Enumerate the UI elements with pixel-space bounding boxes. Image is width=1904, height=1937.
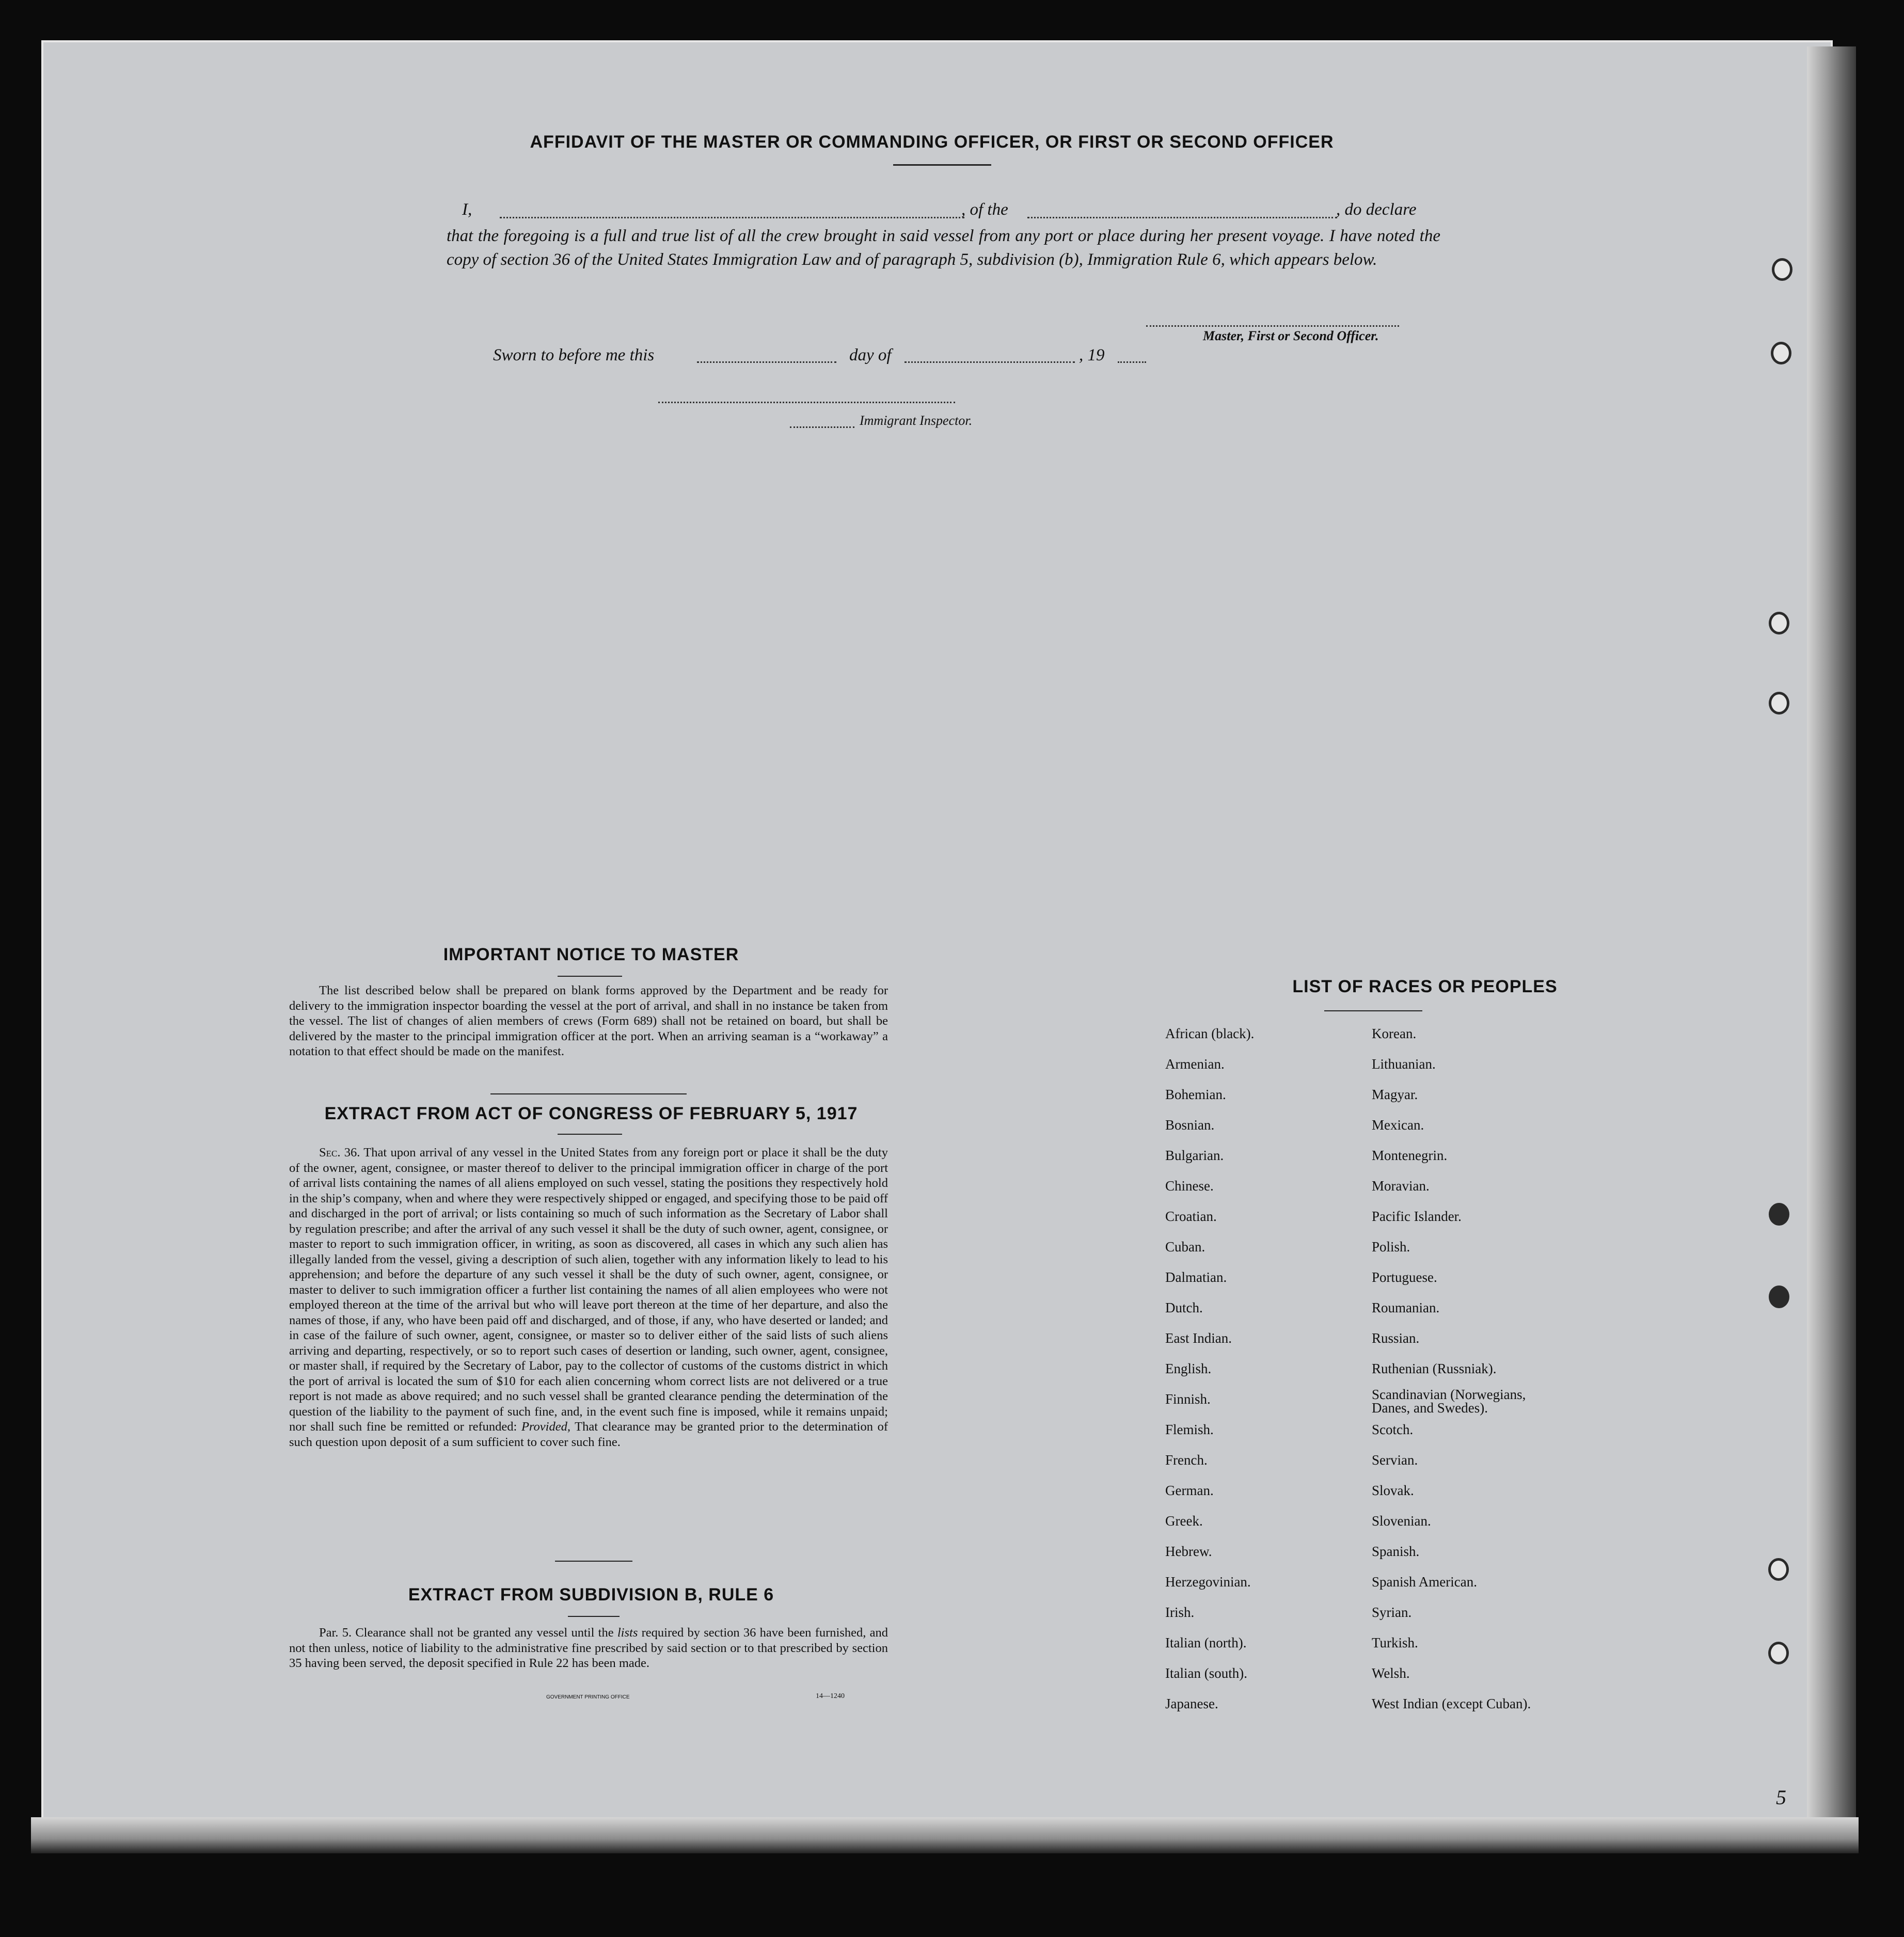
- race-item: Scotch.: [1372, 1422, 1414, 1437]
- affidavit-line-do-declare: , do declare: [1336, 200, 1417, 219]
- race-item: Japanese.: [1165, 1696, 1218, 1711]
- race-item: Lithuanian.: [1372, 1056, 1436, 1072]
- race-item: Magyar.: [1372, 1087, 1418, 1102]
- rule-underline: [568, 1616, 620, 1617]
- race-item: Syrian.: [1372, 1605, 1412, 1620]
- sworn-day-blank: [697, 361, 836, 363]
- races-heading: LIST OF RACES OR PEOPLES: [1292, 977, 1558, 996]
- race-item: Mexican.: [1372, 1117, 1424, 1133]
- race-item: Bulgarian.: [1165, 1148, 1224, 1163]
- divider: [555, 1561, 632, 1562]
- race-item: Servian.: [1372, 1452, 1418, 1468]
- affidavit-line-of-the: , of the: [961, 200, 1008, 219]
- act-text: [289, 1145, 888, 1450]
- affidavit-title: AFFIDAVIT OF THE MASTER OR COMMANDING OFFICER, OR FIRST OR SECOND OFFICER: [530, 132, 1334, 152]
- race-item: Spanish.: [1372, 1544, 1420, 1559]
- sworn-year-blank: [1118, 361, 1146, 363]
- race-item: Polish.: [1372, 1239, 1410, 1255]
- act-sec-label: Sec. 36.: [319, 1146, 360, 1160]
- race-item: Montenegrin.: [1372, 1148, 1448, 1163]
- sworn-day-of: day of: [849, 346, 892, 364]
- race-item: Portuguese.: [1372, 1269, 1437, 1285]
- sworn-month-blank: [905, 361, 1075, 363]
- sworn-year: , 19: [1079, 346, 1105, 364]
- binder-hole: [1772, 258, 1792, 281]
- stacked-page-edge: [1807, 46, 1856, 1833]
- race-item: Croatian.: [1165, 1209, 1217, 1224]
- binder-hole: [1768, 1558, 1789, 1581]
- act-underline: [558, 1134, 622, 1135]
- act-body: That upon arrival of any vessel in the United States from any foreign port or place it shall be the duty of the owner, agent, consignee, or master thereof to deliver to the principal immigration officer in charge of the port of arrival lists containing the names of all aliens employed on such vessel, stating the positions they respectively hold in the ship’s company, when and where they were respectively shipped or engaged, and specifying those to be paid off and discharged in the port of arrival; or lists containing so much of such information as the Secretary of Labor shall by regulation prescribe; and after the arrival of any such vessel it shall be the duty of such owner, agent, consignee, or master to report to such immigration officer, in writing, as soon as discovered, all cases in which any such alien has illegally landed from the vessel, giving a description of such alien, together with any information likely to lead to his apprehension; and before the departure of any such vessel it shall be the duty of such owner, agent, consignee, or master to deliver to such immigration officer a further list containing the names of all alien employees who were not employed thereon at the time of the arrival but who will leave port thereon at the time of her departure, and also the names of those, if any, who have been paid off and discharged, and of those, if any, who have deserted or landed; and in case of the failure of such owner, agent, consignee, or master so to deliver either of the said lists of such aliens arriving and departing, respectively, or so to report such cases of desertion or landing, such owner, agent, consignee, or master shall, if required by the Secretary of Labor, pay to the collector of customs of the customs district in which the port of arrival is located the sum of $10 for each alien concerning whom correct lists are not delivered or a true report is not made as above required; and no such vessel shall be granted clearance pending the determination of the question of the liability to the payment of such fine, and, in the event such fine is imposed, while it remains unpaid; nor shall such fine be remitted or refunded:: [289, 1146, 888, 1434]
- race-item: Ruthenian (Russniak).: [1372, 1361, 1497, 1376]
- binder-hole: [1769, 612, 1789, 634]
- affidavit-line-i: I,: [462, 200, 472, 219]
- race-item: Scandinavian (Norwegians, Danes, and Swedes).: [1372, 1387, 1526, 1416]
- race-item: Armenian.: [1165, 1056, 1225, 1072]
- races-underline: [1324, 1010, 1422, 1011]
- race-item: Russian.: [1372, 1330, 1420, 1346]
- race-item: Dalmatian.: [1165, 1269, 1227, 1285]
- inspector-label: Immigrant Inspector.: [860, 413, 973, 428]
- rule-text-before: Par. 5. Clearance shall not be granted any vessel until the: [319, 1626, 614, 1640]
- race-item: Roumanian.: [1372, 1300, 1440, 1315]
- margin-handwritten-mark: 5: [1776, 1786, 1786, 1809]
- race-item: Turkish.: [1372, 1635, 1418, 1650]
- race-item: French.: [1165, 1452, 1208, 1468]
- rule-heading: EXTRACT FROM SUBDIVISION B, RULE 6: [408, 1585, 774, 1605]
- binder-hole: [1769, 692, 1789, 715]
- notice-underline: [558, 976, 622, 977]
- race-item: West Indian (except Cuban).: [1372, 1696, 1531, 1711]
- race-item: Bosnian.: [1165, 1117, 1215, 1133]
- race-item: Bohemian.: [1165, 1087, 1226, 1102]
- race-item: Pacific Islander.: [1372, 1209, 1462, 1224]
- document-page: [41, 40, 1833, 1821]
- race-item: Irish.: [1165, 1605, 1195, 1620]
- race-item: Hebrew.: [1165, 1544, 1212, 1559]
- affidavit-body: that the foregoing is a full and true list of all the crew brought in said vessel from any port or place during her present voyage. I have noted the copy of section 36 of the United States Immigration Law and of paragraph 5, subdivision (b), Immigration Rule 6, which appears below.: [447, 227, 1440, 269]
- race-item: Chinese.: [1165, 1178, 1214, 1194]
- notice-text: The list described below shall be prepared on blank forms approved by the Department and be ready for delivery to the immigration inspector boarding the vessel at the port of arrival, and shall in no instance be taken from the vessel. The list of changes of alien members of crews (Form 689) shall not be retained on board, but shall be delivered by the master to the principal immigration officer at the port. When an arriving seaman is a “workaway” a notation to that effect should be made on the manifest.: [289, 983, 888, 1058]
- race-item: Slovenian.: [1372, 1513, 1431, 1529]
- sworn-prefix: Sworn to before me this: [493, 346, 655, 364]
- race-item: Italian (north).: [1165, 1635, 1247, 1650]
- act-provided-label: Provided,: [521, 1420, 570, 1434]
- race-item: Welsh.: [1372, 1665, 1410, 1681]
- printing-office-imprint: GOVERNMENT PRINTING OFFICE: [546, 1694, 630, 1700]
- rule-text: [289, 1625, 888, 1671]
- master-signature-label: Master, First or Second Officer.: [1203, 328, 1379, 343]
- race-item: Korean.: [1372, 1026, 1417, 1041]
- race-item: English.: [1165, 1361, 1212, 1376]
- race-item: Greek.: [1165, 1513, 1203, 1529]
- race-item: African (black).: [1165, 1026, 1255, 1041]
- race-item: German.: [1165, 1483, 1214, 1498]
- rule-lists-word: lists: [617, 1626, 638, 1640]
- race-item: Dutch.: [1165, 1300, 1203, 1315]
- binder-hole: [1768, 1642, 1789, 1664]
- act-heading: EXTRACT FROM ACT OF CONGRESS OF FEBRUARY 5, 1917: [324, 1104, 858, 1123]
- rule-text-after: required by section 36 have been furnished, and not then unless, notice of liability to the administrative fine prescribed by said section or to that prescribed by section 35 having been served, the deposit specified in Rule 22 has been made.: [289, 1626, 888, 1670]
- race-item: Slovak.: [1372, 1483, 1414, 1498]
- act-provided-text: That clearance may be granted prior to the determination of such question upon deposit of a sum sufficient to cover such fine.: [289, 1420, 888, 1449]
- master-signature-line: [1146, 325, 1399, 327]
- notice-heading: IMPORTANT NOTICE TO MASTER: [443, 945, 739, 964]
- form-number: 14—1240: [816, 1692, 845, 1700]
- inspector-signature-line: [658, 402, 955, 403]
- title-underline: [893, 164, 991, 166]
- race-item: East Indian.: [1165, 1330, 1232, 1346]
- binder-hole: [1769, 1285, 1789, 1308]
- race-item: Moravian.: [1372, 1178, 1430, 1194]
- binder-hole: [1771, 342, 1791, 364]
- race-item: Flemish.: [1165, 1422, 1214, 1437]
- race-item: Finnish.: [1165, 1391, 1211, 1407]
- divider: [490, 1093, 687, 1094]
- race-item: Herzegovinian.: [1165, 1574, 1251, 1590]
- stacked-page-bottom-edge: [31, 1817, 1859, 1853]
- binder-hole: [1769, 1203, 1789, 1226]
- race-item: Spanish American.: [1372, 1574, 1477, 1590]
- vessel-blank: [1027, 217, 1337, 218]
- name-blank: [500, 217, 964, 218]
- race-item: Italian (south).: [1165, 1665, 1247, 1681]
- race-item: Cuban.: [1165, 1239, 1205, 1255]
- inspector-signature-line-short: [790, 426, 854, 428]
